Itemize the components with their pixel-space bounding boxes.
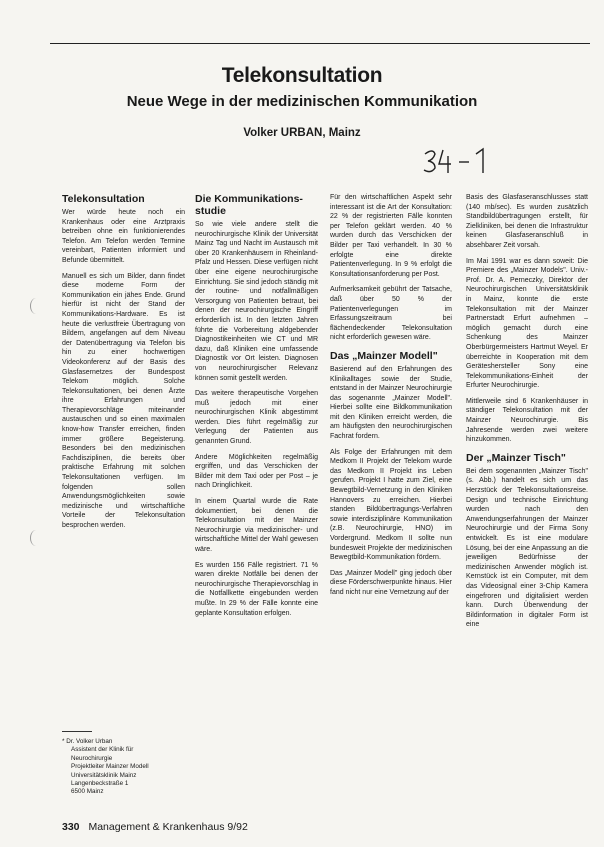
- footnote-rule: [62, 731, 92, 732]
- footnote-line: 6500 Mainz: [71, 788, 104, 796]
- handwritten-note: [421, 146, 501, 176]
- paragraph: Aufmerksamkeit gebührt der Tatsache, daß über 50 % der Patientenverlegungen im Erfassungszeitraum bei flächendeckender Telekonsultation nicht erforderlich gewesen wäre.: [330, 286, 452, 342]
- column-3: [330, 193, 452, 604]
- paragraph: Wer würde heute noch ein Krankenhaus oder eine Arztpraxis betreiben ohne ein funktionierendes Telefon. Am Telefon werden Termine vereinbart, Patienten informiert und Befunde übermittelt.: [62, 209, 185, 264]
- paragraph: Als Folge der Erfahrungen mit dem Medkom II Projekt der Telekom wurde das Medkom II Projekt ins Leben gerufen. Projekt I hatte zum Ziel, eine Bewegtbild-Vernetzung in den Kliniken Hannovers zu erreichen. Hierbei standen Bildübertragungs-Verfahren sowie interdisziplinäre Kommunikation (z.B. Neurochirurgie, HNO) im Vordergrund. Medkom II sollte nun bundesweit Projekte der medizinischen Bewegtbild-Kommunikation fördern.: [330, 448, 452, 562]
- paragraph: Basis des Glasfaseranschlusses statt (140 mb/sec). Es wurden zusätzlich Standbildübertragungen erstellt, für Zielkliniken, bei denen die Infrastruktur keinen Glasfaseranschluß in absehbarer Zeit vorsah.: [466, 194, 588, 249]
- section-heading: Die Kommunikations-studie: [195, 193, 303, 217]
- article-subtitle: Neue Wege in der medizinischen Kommunikation: [126, 93, 478, 110]
- footnote-line: Universitätsklinik Mainz: [71, 771, 137, 779]
- paragraph: Andere Möglichkeiten regelmäßig ergriffen, und das Verschicken der Bilder mit dem Taxi oder per Post – je nach Dringlichkeit.: [195, 453, 318, 490]
- paragraph: In einem Quartal wurde die Rate dokumentiert, bei denen die Telekonsultation mit der Mainzer Neurochirurgie via medizinischer- und wirtschaftliche Mittel der Wahl gewesen wäre.: [195, 498, 318, 553]
- footnote-line: Assistent der Klinik für: [71, 746, 134, 754]
- paragraph: Manuell es sich um Bilder, dann findet diese moderne Form der Kommunikation ein jähes Ende. Grund hierfür ist nicht der Stand der Kommunikations-Hardware. Es ist heute die verlustfreie Übertragung von Bildern, angefangen auf dem Niveau der Datenübertragung via Telefon bis hin zu einer hochwertigen Videokonferenz auf der Basis des Glasfasernetzes der Bundespost Telekom möglich. Solche Telekonsultationen, bei denen Ärzte ihre Erfahrungen und Therapievorschläge miteinander austauschen und so einen maximalen know-how Transfer erreichen, finden immer größere Begeisterung. Besonders bei den medizinischen Fachdisziplinen, die bereits über praktische Erfahrung mit solchen Telekonsultationen verfügen. Im folgenden sollen Anwendungsmöglichkeiten sowie medizinische und wirtschaftliche Vorteile der Telekonsultation besprochen werden.: [62, 272, 185, 529]
- paragraph: Das weitere therapeutische Vorgehen muß jedoch mit einer neurochirurgischen Klinik abgestimmt werden. Dies führt regelmäßig zur Verlegung der Patienten aus genannten Grund.: [195, 390, 318, 446]
- column-2: [195, 193, 318, 624]
- punch-hole-mark: [30, 298, 42, 314]
- footnote-line: Langenbeckstraße 1: [71, 780, 129, 788]
- paragraph: Es wurden 156 Fälle registriert. 71 % waren direkte Notfälle bei denen der neurochirurgische Therapievorschlag in die Notfallkette eingebunden werden mußte. In 29 % der Fälle konnte eine geplante Konsultation erfolgen.: [195, 561, 318, 617]
- punch-hole-mark: [30, 530, 42, 546]
- page-number: 330: [62, 821, 80, 833]
- paragraph: Basierend auf den Erfahrungen des Klinikalltages sowie der Studie, entstand in der Mainzer Neurochirurgie das sogenannte „Mainzer Modell". Hierbei sollte eine Bildkommunikation mit den Kliniken erreicht werden, die am häufigsten den neurochirurgischen Fachrat fordern.: [330, 365, 452, 441]
- paragraph: So wie viele andere stellt die neurochirurgische Klinik der Universität Mainz Tag und Nacht im Austausch mit über 20 Krankenhäusern in Rheinland-Pfalz und Hessen. Diese verfügen nicht über eine eigene neurochirurgische Einrichtung. Sie sind jedoch ständig mit der routine- und notfallmäßigen Versorgung von Patienten betraut, bei denen der neurochirurgische Eingriff erforderlich ist. In den letzten Jahren führte die Vorbereitung aldgebender Diagnostikeinheiten wie CT und MR dazu, daß Kliniken eine umfassende Diagnostik vor Ort leisten. Diagnosen von neurochirurgischer Relevanz können somit gestellt werden.: [195, 221, 318, 382]
- column-1: [62, 193, 185, 537]
- column-4: [466, 193, 588, 636]
- footnote-line: Projektleiter Mainzer Modell: [71, 763, 149, 771]
- author-footnote: [62, 738, 185, 797]
- paragraph: Im Mai 1991 war es dann soweit: Die Premiere des „Mainzer Models". Univ.-Prof. Dr. A. Perneczky, Direktor der Neurochirurgischen Universitätsklinik in Mainz, konnte die erste Telekonsultation mit der Mainzer Partnerstadt Erfurt aufnehmen – möglich gemacht durch eine Schenkung des Mainzer Oberbürgermeisters Hartmut Weyel. Er überreichte in Kooperation mit dem Geräteshersteller Sony eine Telekommunikations-Einheit der Erfurter Neurochirurgie.: [466, 257, 588, 390]
- footnote-line: Neurochirurgie: [71, 754, 113, 762]
- page-footer: [62, 821, 248, 833]
- journal-name: Management & Krankenhaus 9/92: [88, 821, 248, 833]
- paragraph: Für den wirtschaftlichen Aspekt sehr interessant ist die Art der Konsultation: 22 % der registrierten Fälle konnten per Telefon geklärt werden. 40 % wurden durch das Verschicken der Bilder per Taxi verhandelt. In 30 % erfolgte eine direkte Patientenverlegung. In 9 % erfolgt die Konsultationsanforderung per Post.: [330, 194, 452, 278]
- paragraph: Das „Mainzer Modell" ging jedoch über diese Förderschwerpunkte hinaus. Hier fand nicht nur eine Vernetzung auf der: [330, 569, 452, 596]
- top-rule: [50, 43, 590, 44]
- paragraph: Mittlerweile sind 6 Krankenhäuser in ständiger Telekonsultation mit der Mainzer Neurochirurgie. Bis Jahresende werden zwei weitere hinzukommen.: [466, 397, 588, 444]
- footnote-line: * Dr. Volker Urban: [62, 738, 113, 745]
- section-heading: Der „Mainzer Tisch": [466, 451, 566, 464]
- article-author: Volker URBAN, Mainz: [243, 127, 361, 139]
- section-heading: Telekonsultation: [62, 193, 145, 205]
- section-heading: Das „Mainzer Modell": [330, 349, 438, 362]
- paragraph: Bei dem sogenannten „Mainzer Tisch" (s. Abb.) handelt es sich um das Herzstück der Telekonsultationsreise. Design und technische Einrichtung wurden nach den Anwendungserfahrungen der Mainzer Neurochirurgie und der Firma Sony entwickelt. Es ist eine modulare Lösung, bei der eine Anpassung an die jeweiligen Bedürfnisse der medizinischen Anwender möglich ist. Kernstück ist ein Computer, mit dem das Videosignal einer 3-Chip Kamera eingefroren und digitalisiert werden kann. Durch Überwendung der Bildinformation in digitaler Form ist eine: [466, 467, 588, 629]
- article-title: Telekonsultation: [221, 64, 383, 87]
